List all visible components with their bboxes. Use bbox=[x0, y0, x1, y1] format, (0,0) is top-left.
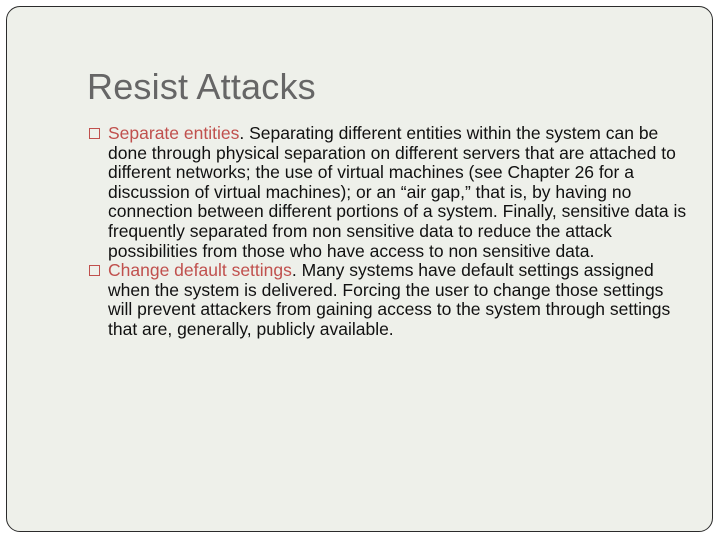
square-bullet-icon bbox=[89, 265, 100, 276]
bullet-highlight: Separate entities bbox=[108, 123, 240, 143]
bullet-text: . Many systems have default settings assigned when the system is delivered. Forcing the user to change those settings will prevent attackers from gaining access to the system through settings that are, generally, publicly available. bbox=[108, 260, 671, 339]
slide-content bbox=[89, 124, 689, 340]
slide bbox=[6, 6, 713, 532]
bullet-highlight: Change default settings bbox=[108, 260, 292, 281]
bullet-item bbox=[89, 124, 689, 261]
square-bullet-icon bbox=[89, 128, 100, 139]
slide-title: Resist Attacks bbox=[87, 66, 316, 107]
bullet-item bbox=[89, 261, 689, 339]
bullet-text: . Separating different entities within the system can be done through physical separation on different servers that are attached to different networks; the use of virtual machines (see Chapter 26 for a discussion of virtual machines); or an “air gap,” that is, by having no connection between different portions of a system. Finally, sensitive data is frequently separated from non sensitive data to reduce the attack possibilities from those who have access to non sensitive data. bbox=[108, 123, 687, 261]
